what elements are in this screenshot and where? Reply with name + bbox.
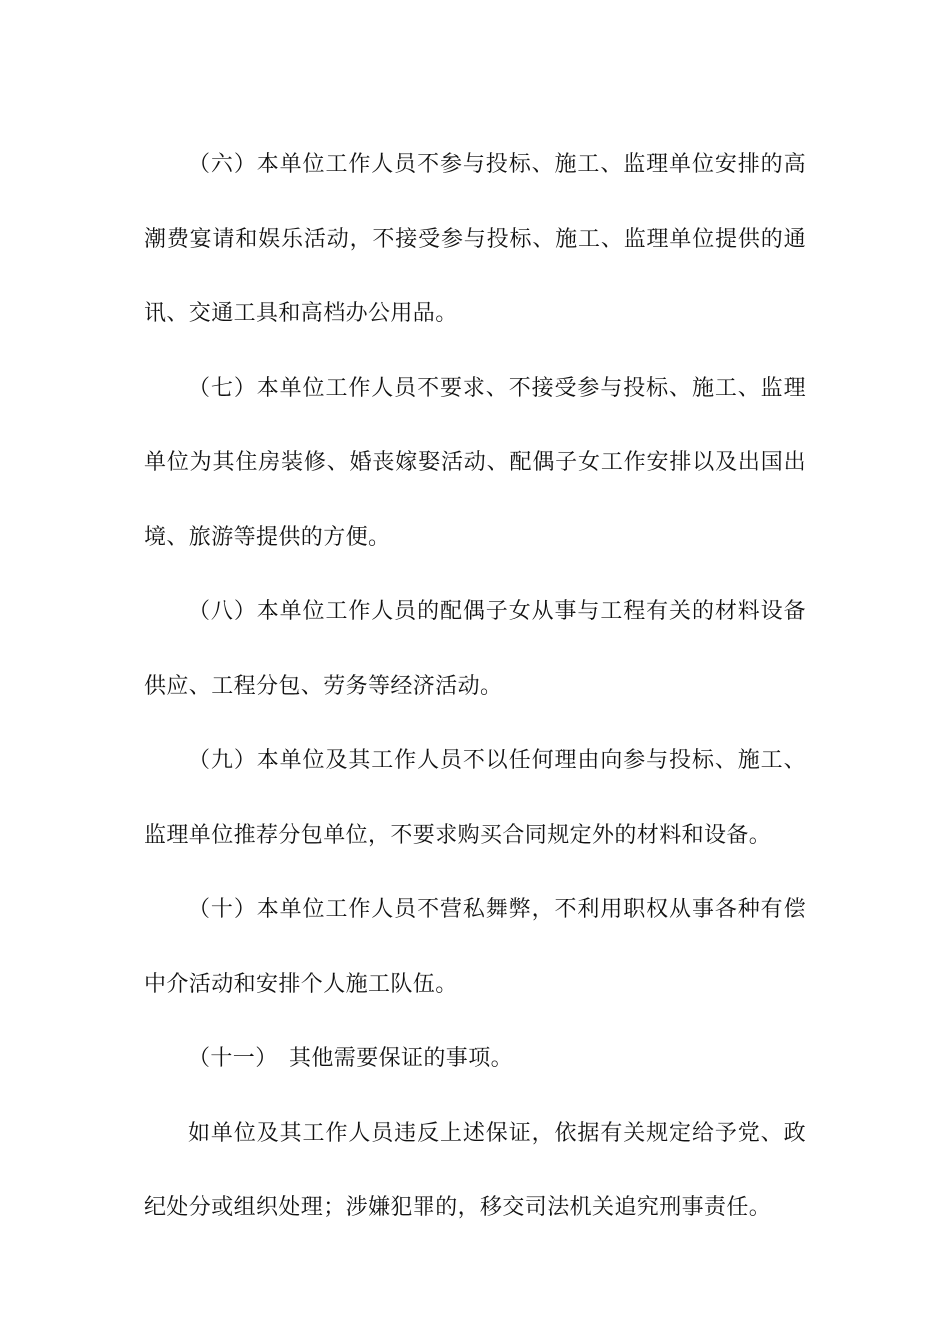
paragraph-item-9: （九）本单位及其工作人员不以任何理由向参与投标、施工、监理单位推荐分包单位，不要求购买合同规定外的材料和设备。 (144, 748, 806, 848)
paragraph-item-7: （七）本单位工作人员不要求、不接受参与投标、施工、监理单位为其住房装修、婚丧嫁娶活动、配偶子女工作安排以及出国出境、旅游等提供的方便。 (144, 375, 806, 550)
paragraph-item-10: （十）本单位工作人员不营私舞弊，不利用职权从事各种有偿中介活动和安排个人施工队伍。 (144, 897, 806, 997)
paragraph-item-11: （十一） 其他需要保证的事项。 (188, 1046, 514, 1071)
paragraph-item-8: （八）本单位工作人员的配偶子女从事与工程有关的材料设备供应、工程分包、劳务等经济活动。 (144, 599, 806, 699)
paragraph-item-6: （六）本单位工作人员不参与投标、施工、监理单位安排的高潮费宴请和娱乐活动，不接受参与投标、施工、监理单位提供的通讯、交通工具和高档办公用品。 (144, 152, 806, 326)
document-body (144, 128, 806, 1246)
paragraph-violation-clause: 如单位及其工作人员违反上述保证，依据有关规定给予党、政纪处分或组织处理；涉嫌犯罪的，移交司法机关追究刑事责任。 (144, 1120, 806, 1220)
